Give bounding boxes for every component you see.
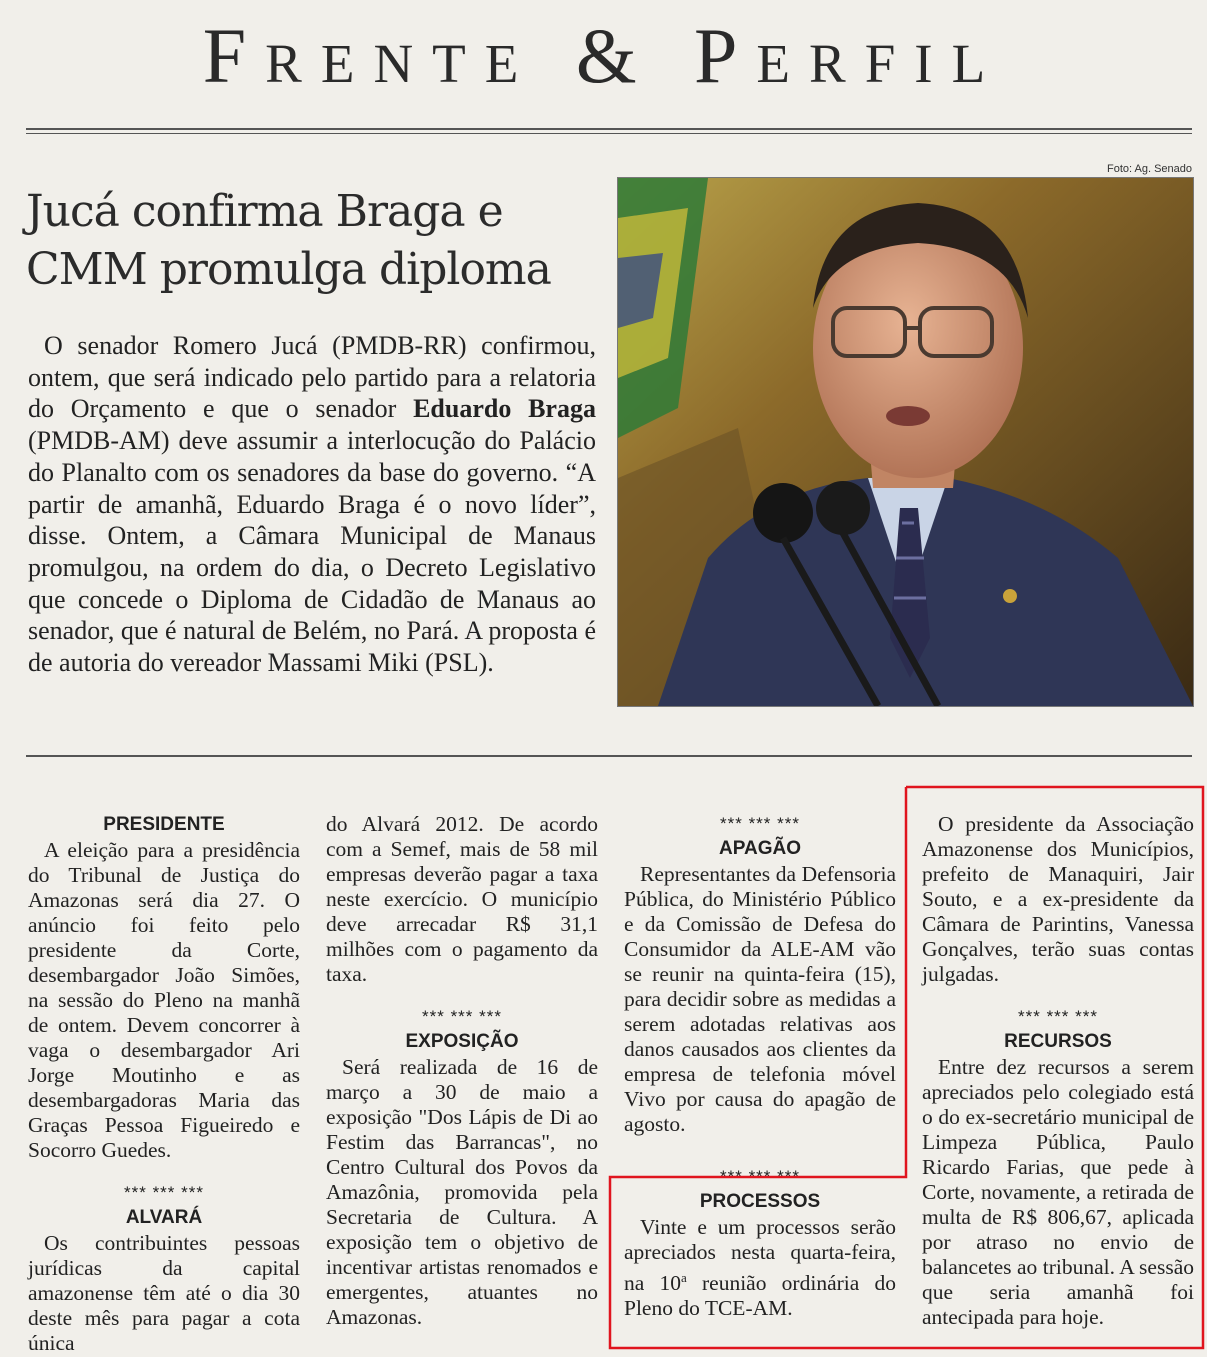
note-text-presidente: A eleição para a presidência do Tribunal de Justiça do Amazonas será dia 27. O anúncio foi feito pelo presidente da Corte, desembargador João Simões, na sessão do Pleno na manhã de ontem. Devem concorrer à vaga o desembargador Ari Jorge Moutinho e as desembargadoras Maria das Graças Pessoa Figueiredo e Socorro Guedes. [28,838,300,1162]
note-title-alvara: ALVARÁ [125,1207,203,1228]
notes-column-1 [28,812,300,1356]
senator-photo [617,177,1194,707]
note-separator: *** *** *** [720,1167,800,1186]
note-separator: *** *** *** [720,814,800,833]
lead-text-b: (PMDB-AM) deve assumir a interlocução do Palácio do Planalto com os senadores da base do governo. “A partir de amanhã, Eduardo Braga é o novo líder”, disse. Ontem, a Câmara Municipal de Manaus promulgou, na ordem do dia, o Decreto Legislativo que concede o Diploma de Cidadão de Manaus ao senador, que é natural de Belém, no Pará. A proposta é de autoria do vereador Massami Miki (PSL). [28,426,596,678]
processos-text-a: Vinte e um processos serão apreciados nesta quarta-feira, na 10 [624,1215,896,1296]
section-divider [26,755,1192,757]
note-title-presidente: PRESIDENTE [103,814,225,835]
photo-credit: Foto: Ag. Senado [1106,163,1192,175]
note-text-apagao: Representantes da Defensoria Pública, do Ministério Público e da Comissão de Defesa do Consumidor da ALE-AM vão se reunir na quinta-feira (15), para decidir sobre as medidas a serem adotadas relativas aos danos causados aos clientes da empresa de telefonia móvel Vivo por causa do apagão de agosto. [624,862,896,1136]
note-text-exposicao: Será realizada de 16 de março a 30 de maio a exposição "Dos Lápis de Di ao Festim das Barrancas", no Centro Cultural dos Povos da Amazônia, promovida pela Secretaria de Cultura. A exposição tem o objetivo de incentivar artistas renomados e emergentes, atuantes no Amazonas. [326,1055,598,1329]
note-text-alvara-continued: do Alvará 2012. De acordo com a Semef, mais de 58 mil empresas deverão pagar a taxa neste exercício. O município deve arrecadar R$ 31,1 milhões com o pagamento da taxa. [326,812,598,986]
note-text-contas: O presidente da Associação Amazonense dos Municípios, prefeito de Manaquiri, Jair Souto, e a ex-presidente da Câmara de Parintins, Vanessa Gonçalves, terão suas contas julgadas. [922,812,1194,986]
headline-line-1: Jucá confirma Braga e [26,186,503,237]
notes-column-4 [922,812,1194,1330]
note-separator: *** *** *** [422,1007,502,1026]
note-text-alvara: Os contribuintes pessoas jurídicas da capital amazonense têm até o dia 30 deste mês para pagar a cota única [28,1231,300,1355]
note-separator: *** *** *** [124,1183,204,1202]
note-title-processos: PROCESSOS [699,1191,821,1212]
senator-photo-illustration [618,178,1193,706]
article-headline [26,183,606,299]
headline-line-2: CMM promulga diploma [26,244,551,295]
note-title-recursos: RECURSOS [1004,1031,1112,1052]
header-rule-thin [26,133,1192,134]
lead-bold-name: Eduardo Braga [413,394,596,424]
header-rule [26,128,1192,130]
note-separator: *** *** *** [1018,1007,1098,1026]
section-title: Frente & Perfil [202,12,1005,99]
processos-text-b: reunião ordinária do Pleno do TCE-AM. [624,1271,896,1321]
lead-text-a: O senador Romero Jucá (PMDB-RR) confirmou, ontem, que será indicado pelo partido para a relatoria do Orçamento e que o senador [28,331,596,424]
note-text-recursos: Entre dez recursos a serem apreciados pelo colegiado está o do ex-secretário municipal de Limpeza Pública, Paulo Ricardo Farias, que pede à Corte, novamente, a retirada de multa de R$ 806,67, aplicada por atraso no envio de balancetes ao tribunal. A sessão que seria amanhã foi antecipada para hoje. [922,1055,1194,1329]
notes-column-3 [624,812,896,1321]
notes-column-2 [326,812,598,1330]
article-lead [28,330,596,679]
note-text-processos [624,1215,896,1321]
processos-ordinal: a [681,1270,687,1285]
note-title-apagao: APAGÃO [719,838,801,859]
note-title-exposicao: EXPOSIÇÃO [405,1031,519,1052]
